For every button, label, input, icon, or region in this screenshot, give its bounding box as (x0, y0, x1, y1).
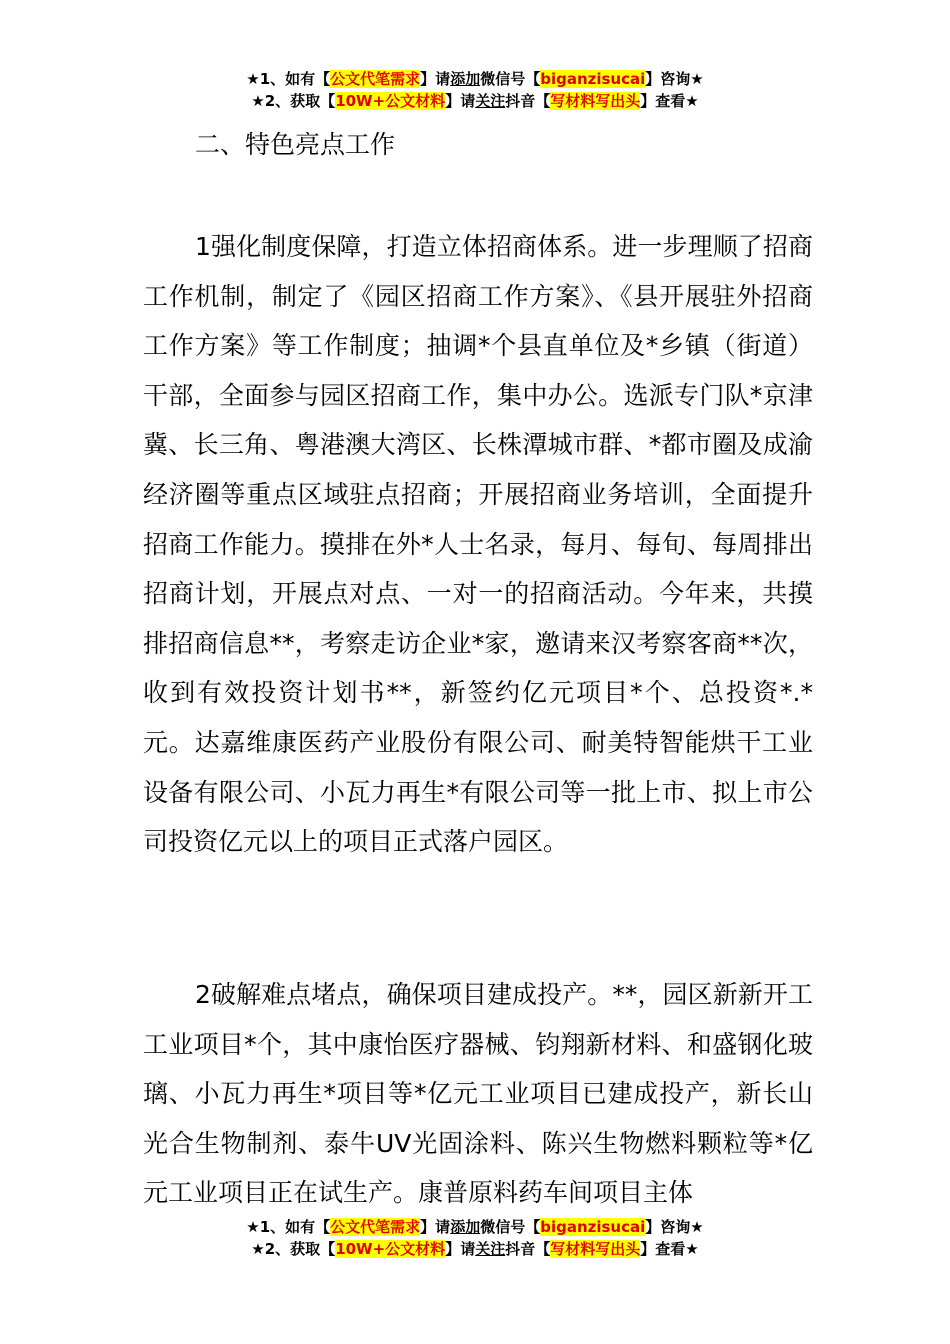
banner-underlined: 添加 (450, 1218, 481, 1236)
banner-text: 】请 (420, 1218, 451, 1236)
banner-line-1 (0, 68, 950, 90)
banner-highlight: biganzisucai (540, 70, 646, 88)
banner-text: 微信号【 (480, 70, 541, 88)
banner-underlined: 关注 (475, 92, 506, 110)
banner-underlined: 添加 (450, 70, 481, 88)
banner-text: 抖音【 (505, 1240, 551, 1258)
banner-text: 】咨询★ (645, 70, 704, 88)
banner-underlined: 关注 (475, 1240, 506, 1258)
banner-text: ★2、获取【 (251, 92, 336, 110)
banner-text: ★1、如有【 (246, 1218, 331, 1236)
banner-text: 抖音【 (505, 92, 551, 110)
banner-text: 】请 (420, 70, 451, 88)
banner-line-2 (0, 1238, 950, 1260)
banner-text: 】查看★ (640, 1240, 699, 1258)
banner-text: 】查看★ (640, 92, 699, 110)
banner-line-2 (0, 90, 950, 112)
banner-highlight: 10W+公文材料 (335, 92, 446, 110)
top-banner (0, 68, 950, 112)
banner-highlight: 写材料写出头 (550, 1240, 641, 1258)
banner-text: 】请 (445, 1240, 476, 1258)
banner-highlight: biganzisucai (540, 1218, 646, 1236)
banner-text: 】请 (445, 92, 476, 110)
banner-highlight: 公文代笔需求 (330, 1218, 421, 1236)
banner-line-1 (0, 1216, 950, 1238)
section-heading: 二、特色亮点工作 (195, 130, 396, 159)
banner-highlight: 写材料写出头 (550, 92, 641, 110)
banner-text: ★2、获取【 (251, 1240, 336, 1258)
banner-highlight: 公文代笔需求 (330, 70, 421, 88)
banner-text: 微信号【 (480, 1218, 541, 1236)
paragraph-1: 1强化制度保障，打造立体招商体系。进一步理顺了招商工作机制，制定了《园区招商工作方案》、《县开展驻外招商工作方案》等工作制度；抽调*个县直单位及*乡镇（街道）干部，全面参与园区招商工作，集中办公。选派专门队*京津冀、长三角、粤港澳大湾区、长株潭城市群、*都市圈及成渝经济圈等重点区域驻点招商；开展招商业务培训，全面提升招商工作能力。摸排在外*人士名录，每月、每旬、每周排出招商计划，开展点对点、一对一的招商活动。今年来，共摸排招商信息**，考察走访企业*家，邀请来汉考察客商**次，收到有效投资计划书**，新签约亿元项目*个、总投资*.*元。达嘉维康医药产业股份有限公司、耐美特智能烘干工业设备有限公司、小瓦力再生*有限公司等一批上市、拟上市公司投资亿元以上的项目正式落户园区。 (143, 232, 813, 857)
banner-highlight: 10W+公文材料 (335, 1240, 446, 1258)
banner-text: 】咨询★ (645, 1218, 704, 1236)
bottom-banner (0, 1216, 950, 1260)
banner-text: ★1、如有【 (246, 70, 331, 88)
paragraph-2: 2破解难点堵点，确保项目建成投产。**，园区新新开工工业项目*个，其中康怡医疗器械、钧翔新材料、和盛钢化玻璃、小瓦力再生*项目等*亿元工业项目已建成投产，新长山光合生物制剂、泰牛UV光固涂料、陈兴生物燃料颗粒等*亿元工业项目正在试生产。康普原料药车间项目主体 (143, 980, 813, 1208)
